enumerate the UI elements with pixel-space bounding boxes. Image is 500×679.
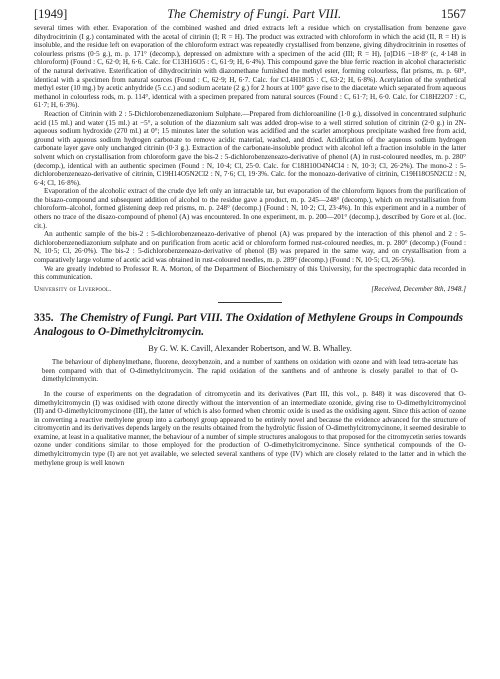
page-header: [34, 6, 466, 22]
section-divider: [218, 302, 282, 303]
article-authors: By G. W. K. Cavill, Alexander Robertson, and W. B. Whalley.: [148, 344, 352, 354]
body-paragraph: In the course of experiments on the degradation of citromycetin and its derivatives (Part III, this vol., p. 848) it was discovered that O-dimethylcitromycin (I) was oxidised with ozone directly without the intervention of an intermediate ozonide, giving rise to O-dimethylcitromycinol (II) and O-dimethylcitromycinone (III), the latter of which is also formed when chromic oxide is used as the oxidising agent. Since this action of ozone in converting a reactive methylene group into a carbonyl group appeared to be entirely novel and because the evidence advanced for the structure of citromycetin and its derivatives depends largely on the results obtained from the hydrolytic fission of O-dimethylcitromycinone, it seemed desirable to examine, at least in a qualitative manner, the behaviour of a number of simple structures analogous to that proposed for the citromycetin series towards ozone under conditions similar to those employed for the production of O-dimethylcitromycinone. Since synthetical compounds of the O-dimethylcitromycin type (I) are not yet available, we selected several xanthens of type (IV) which are closely related to the latter and in which the methylene group is well known: [34, 389, 466, 467]
received-date: [Received, December 8th, 1948.]: [371, 284, 466, 293]
running-title: The Chemistry of Fungi. Part VIII.: [167, 7, 342, 21]
institution: University of Liverpool.: [34, 284, 112, 293]
page: [34, 6, 466, 467]
body-paragraph: Reaction of Citrinin with 2 : 5-Dichlorobenzenediazonium Sulphate.—Prepared from dichloroaniline (1·0 g.), dissolved in concentrated sulphuric acid (15 ml.) and water (15 ml.) at −5°, a solution of the diazonium salt was added drop-wise to a well stirred solution of citrinin (2·0 g.) in 2N-aqueous sodium hydroxide (270 ml.) at 0°; 15 minutes later the solution was acidified and the scarlet amorphous precipitate washed free from acid, ground with aqueous sodium hydrogen carbonate to remove acidic material, washed, and dried. Acidification of the aqueous sodium hydrogen carbonate layer gave only unchanged citrinin (0·3 g.). Extraction of the carbonate-insoluble product with alcohol left a fraction insoluble in the latter solvent which on crystallisation from chloroform gave the bis-2 : 5-dichlorobenzeneazo-derivative of phenol (A) in rust-coloured needles, m. p. 280° (decomp.), identical with an authentic specimen (Found : N, 10·4; Cl, 25·0. Calc. for C18H10O4N4Cl4 : N, 10·3; Cl, 26·2%). The mono-2 : 5-dichlorobenzeneazo-derivative of citrinin, C19H14O5N2Cl2 : N, 7·6; Cl, 19·3%. Calc. for the monoazo-derivative of citrinin, C19H18O5N2Cl2 : N, 6·4; Cl, 16·8%).: [34, 109, 466, 187]
header-year: [1949]: [34, 7, 68, 21]
body-paragraph: Evaporation of the alcoholic extract of the crude dye left only an intractable tar, but evaporation of the chloroform liquors from the purification of the bisazo-compound and subsequent addition of alcohol to the residue gave a product, m. p. 245—248° (decomp.), which on recrystallisation from chloroform–alcohol, formed glistening deep red prisms, m. p. 248° (decomp.) (Found : N, 10·2; Cl, 23·4%). In this experiment and in a number of others no trace of the disazo-compound of phenol (A) was encountered. In one experiment, m. p. 200—201° (decomp.), described by Gore et al. (loc. cit.).: [34, 187, 466, 230]
page-number: 1567: [441, 7, 466, 21]
body-paragraph: several times with ether. Evaporation of the combined washed and dried extracts left a residue which on crystallisation from benzene gave dihydrocitrinin (I g.) contaminated with the acetal of citrinin (I; R = H). The product was extracted with chloroform in which the acid (II, R = H) is insoluble, and the residue left on evaporation of the chloroform extract was repeatedly crystallised from benzene, giving dihydrocitrinin in rosettes of colourless prisms (0·5 g.), m. p. 171° (decomp.), depressed on admixture with a specimen of the acid (III; R = H), [α]D16 −18·8° (c, 4·148 in chloroform) (Found : C, 62·0; H, 6·6. Calc. for C13H16O5 : C, 61·9; H, 6·4%). This compound gave the blue ferric reaction in alcohol characteristic of the natural derivative. Esterification of dihydrocitrinin with diazomethane furnished the methyl ester, forming colourless, flat prisms, m. p. 60°, identical with a specimen from natural sources (Found : C, 62·9; H, 6·7. Calc. for C14H18O5 : C, 63·2; H, 6·8%). Acetylation of the synthetical methyl ester (10 mg.) by acetic anhydride (5 c.c.) and sodium acetate (2 g.) for 2 hours at 100° gave rise to the diacetate which separated from aqueous methanol in colourless rods, m. p. 114°, identical with a specimen prepared from natural sources (Found : C, 61·7; H, 6·0. Calc. for C18H22O7 : C, 61·7; H, 6·3%).: [34, 24, 466, 110]
body-paragraph: An authentic sample of the bis-2 : 5-dichlorobenzeneazo-derivative of phenol (A) was prepared by the interaction of this phenol and 2 : 5-dichlorobenzenediazonium sulphate and on purification from acetic acid or chloroform formed rust-coloured needles, m. p. 280° (decomp.) (Found : N, 10·5; Cl, 26·0%). The bis-2 : 5-dichlorobenzeneazo-derivative of phenol (B) was prepared in the same way, and on crystallisation from a comparatively large volume of acetic acid was obtained in rust-coloured needles, m. p. 289° (decomp.) (Found : N, 10·5; Cl, 26·5%).: [34, 230, 466, 265]
article-heading: [34, 311, 466, 339]
article-title: The Chemistry of Fungi. Part VIII. The Oxidation of Methylene Groups in Compounds Analogous to O-Dimethylcitromycin.: [34, 312, 464, 339]
acknowledgement: We are greatly indebted to Professor R. A. Morton, of the Department of Biochemistry of this University, for the spectrographic data recorded in this communication.: [34, 264, 466, 282]
article-abstract: The behaviour of diphenylmethane, fluorene, deoxybenzoin, and a number of xanthens on oxidation with ozone and with lead tetra-acetate has been compared with that of O-dimethylcitromycin. The rapid oxidation of the xanthens and of anthrone is closely parallel to that of O-dimethylcitromycin.: [42, 359, 458, 384]
article-number: 335.: [34, 312, 54, 325]
article-footer: [34, 285, 466, 294]
